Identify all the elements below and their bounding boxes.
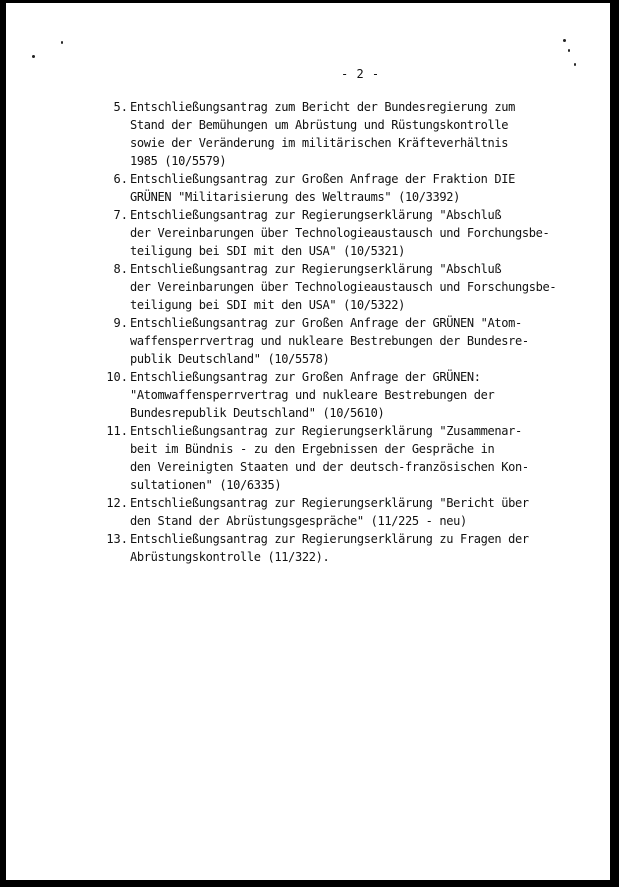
scan-speck — [574, 63, 576, 66]
item-number: 11. — [106, 424, 128, 438]
item-text-line: Entschließungsantrag zur Regierungserklärung "Bericht über — [130, 496, 529, 510]
item-text-line: der Vereinbarungen über Technologieaustausch und Forchungsbe- — [130, 226, 550, 240]
list-item — [6, 494, 610, 530]
item-text-line: "Atomwaffensperrvertrag und nukleare Bestrebungen der — [130, 388, 495, 402]
item-text-line: publik Deutschland" (10/5578) — [130, 352, 330, 366]
item-text-line: Entschließungsantrag zur Großen Anfrage der Fraktion DIE — [130, 172, 515, 186]
item-text-line: teiligung bei SDI mit den USA" (10/5321) — [130, 244, 405, 258]
scan-speck — [568, 49, 570, 52]
item-text-line: beit im Bündnis - zu den Ergebnissen der Gespräche in — [130, 442, 495, 456]
item-text-line: Entschließungsantrag zur Regierungserklärung "Zusammenar- — [130, 424, 522, 438]
item-text-line: Entschließungsantrag zur Großen Anfrage der GRÜNEN: — [130, 370, 481, 384]
item-text-line: Stand der Bemühungen um Abrüstung und Rüstungskontrolle — [130, 118, 509, 132]
item-number: 9. — [113, 316, 128, 330]
item-number: 7. — [113, 208, 128, 222]
list-item — [6, 98, 610, 170]
item-text-line: Abrüstungskontrolle (11/322). — [130, 550, 330, 564]
list-item — [6, 530, 610, 566]
item-number: 10. — [106, 370, 128, 384]
list-item — [6, 422, 610, 494]
item-number: 6. — [113, 172, 128, 186]
list-item — [6, 206, 610, 260]
item-text-line: den Stand der Abrüstungsgespräche" (11/225 - neu) — [130, 514, 467, 528]
item-number: 12. — [106, 496, 128, 510]
item-text-line: 1985 (10/5579) — [130, 154, 227, 168]
item-number: 5. — [113, 100, 128, 114]
list-item — [6, 170, 610, 206]
item-number: 13. — [106, 532, 128, 546]
item-text-line: waffensperrvertrag und nukleare Bestrebungen der Bundesre- — [130, 334, 529, 348]
item-text-line: teiligung bei SDI mit den USA" (10/5322) — [130, 298, 405, 312]
item-number: 8. — [113, 262, 128, 276]
item-text-line: den Vereinigten Staaten und der deutsch-französischen Kon- — [130, 460, 529, 474]
item-text-line: Bundesrepublik Deutschland" (10/5610) — [130, 406, 385, 420]
scan-speck — [563, 39, 566, 42]
item-text-line: Entschließungsantrag zur Regierungserklärung zu Fragen der — [130, 532, 529, 546]
scan-speck — [32, 55, 35, 58]
item-text-line: Entschließungsantrag zur Großen Anfrage der GRÜNEN "Atom- — [130, 316, 522, 330]
scan-speck — [61, 41, 63, 44]
item-text-line: GRÜNEN "Militarisierung des Weltraums" (10/3392) — [130, 190, 460, 204]
item-text-line: sultationen" (10/6335) — [130, 478, 282, 492]
item-text-line: Entschließungsantrag zum Bericht der Bundesregierung zum — [130, 100, 515, 114]
list-item — [6, 260, 610, 314]
item-text-line: der Vereinbarungen über Technologieaustausch und Forschungsbe- — [130, 280, 557, 294]
item-text-line: Entschließungsantrag zur Regierungserklärung "Abschluß — [130, 208, 502, 222]
item-text-line: Entschließungsantrag zur Regierungserklärung "Abschluß — [130, 262, 502, 276]
document-page — [6, 3, 610, 880]
page-number: - 2 - — [341, 67, 380, 81]
resolution-list — [6, 98, 610, 566]
list-item — [6, 314, 610, 368]
item-text-line: sowie der Veränderung im militärischen Kräfteverhältnis — [130, 136, 509, 150]
list-item — [6, 368, 610, 422]
